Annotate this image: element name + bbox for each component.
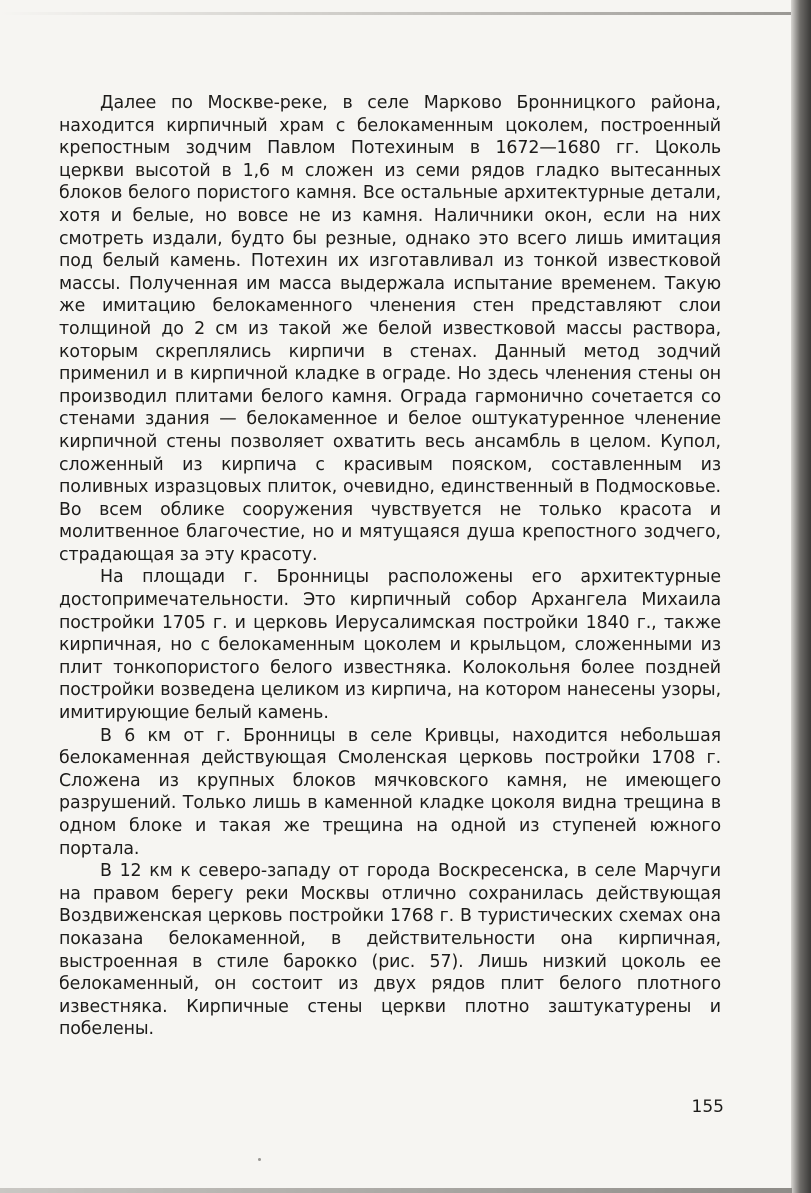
- scan-speck: [258, 1158, 261, 1161]
- scan-edge-shadow: [791, 0, 811, 1193]
- paragraph-markovo: Далее по Москве-реке, в селе Марково Бронницкого района, находится кирпичный храм с белокаменным цоколем, построенный крепостным зодчим Павлом Потехиным в 1672—1680 гг. Цоколь церкви высотой в 1,6 м сложен из семи рядов гладко вытесанных блоков белого пористого камня. Все остальные архитектурные детали, хотя и белые, но вовсе не из камня. Наличники окон, если на них смотреть издали, будто бы резные, однако это всего лишь имитация под белый камень. Потехин их изготавливал из тонкой известковой массы. Полученная им масса выдержала испытание временем. Такую же имитацию белокаменного членения стен представляют слои толщиной до 2 см из такой же белой известковой массы раствора, которым скреплялись кирпичи в стенах. Данный метод зодчий применил и в кирпичной кладке в ограде. Но здесь членения стены он производил плитами белого камня. Ограда гармонично сочетается со стенами здания — белокаменное и белое оштукатуренное членение кирпичной стены позволяет охватить весь ансамбль в целом. Купол, сложенный из кирпича с красивым пояском, составленным из поливных изразцовых плиток, очевидно, единственный в Подмосковье. Во всем облике сооружения чувствуется не только красота и молитвенное благочестие, но и мятущаяся душа крепостного зодчего, страдающая за эту красоту.: [59, 93, 721, 565]
- paragraph-bronnitsy: На площади г. Бронницы расположены его архитектурные достопримечательности. Это кирпичный собор Архангела Михаила постройки 1705 г. и церковь Иерусалимская постройки 1840 г., также кирпичная, но с белокаменным цоколем и крыльцом, сложенными из плит тонкопористого белого известняка. Колокольня более поздней постройки возведена целиком из кирпича, на котором нанесены узоры, имитирующие белый камень.: [59, 567, 721, 724]
- paragraph-marchugi: В 12 км к северо-западу от города Воскресенска, в селе Марчуги на правом берегу реки Москвы отлично сохранилась действующая Воздвиженская церковь постройки 1768 г. В туристических схемах она показана белокаменной, в действительности она кирпичная, выстроенная в стиле барокко (рис. 57). Лишь низкий цоколь ее белокаменный, он состоит из двух рядов плит белого плотного известняка. Кирпичные стены церкви плотно заштукатурены и побелены.: [59, 861, 721, 1040]
- paragraph-krivtsy: В 6 км от г. Бронницы в селе Кривцы, находится небольшая белокаменная действующая Смоленская церковь постройки 1708 г. Сложена из крупных блоков мячковского камня, не имеющего разрушений. Только лишь в каменной кладке цоколя видна трещина в одном блоке и такая же трещина на одной из ступеней южного портала.: [59, 725, 721, 859]
- scan-top-edge: [0, 12, 792, 15]
- body-text: [59, 92, 721, 1041]
- scan-bottom-edge: [0, 1188, 792, 1193]
- page-number: 155: [691, 1097, 724, 1117]
